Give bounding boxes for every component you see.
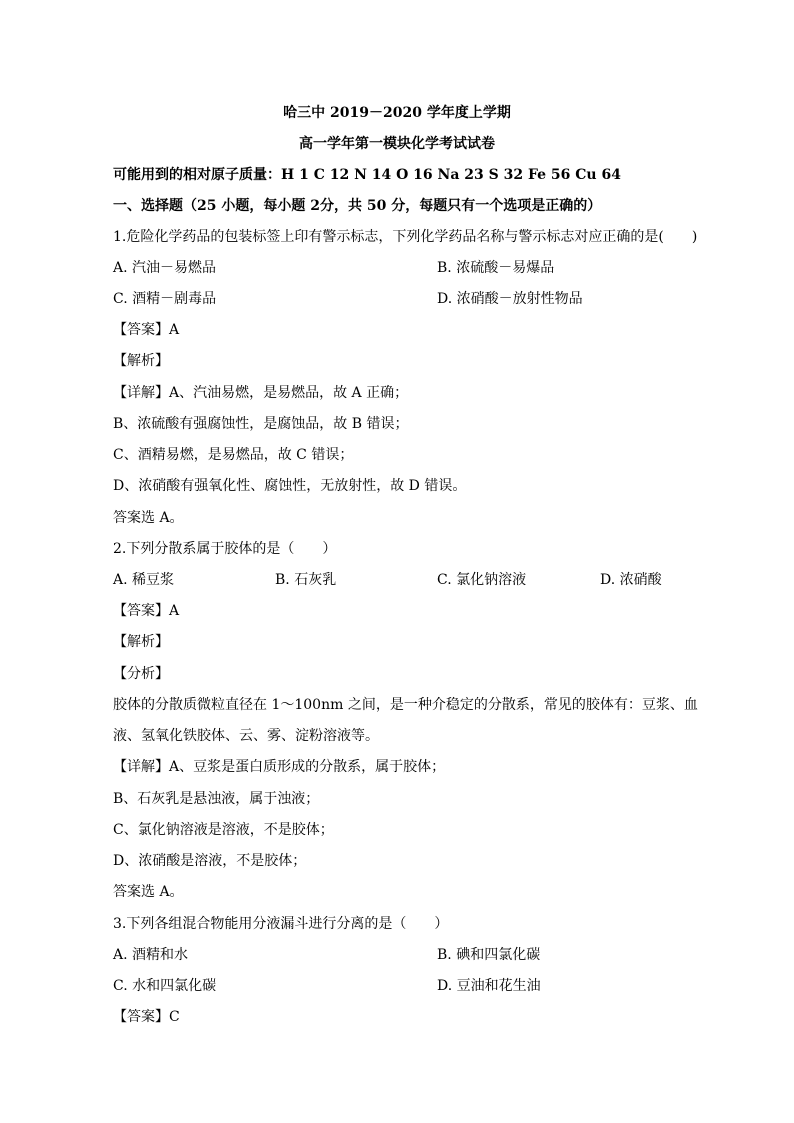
q2-detail-line: B、石灰乳是悬浊液，属于浊液； <box>113 791 320 807</box>
section-heading: 一、选择题（25 小题，每小题 2分，共 50 分，每题只有一个选项是正确的） <box>113 198 602 214</box>
q1-answer: 【答案】A <box>113 322 180 338</box>
q2-stem: 2.下列分散系属于胶体的是（ ） <box>113 541 337 557</box>
q2-detail-line: 【详解】A、豆浆是蛋白质形成的分散系，属于胶体； <box>113 759 446 775</box>
q2-detail-line: D、浓硝酸是溶液，不是胶体； <box>113 853 307 869</box>
exam-title: 哈三中 2019－2020 学年度上学期 <box>283 105 511 121</box>
q2-fenxi-label: 【分析】 <box>113 666 169 682</box>
q3-answer: 【答案】C <box>113 1009 180 1025</box>
q1-options-row-1 <box>113 259 713 277</box>
q3-stem: 3.下列各组混合物能用分液漏斗进行分离的是（ ） <box>113 916 449 932</box>
q2-fenxi-line: 液、氢氧化铁胶体、云、雾、淀粉溶液等。 <box>113 728 379 744</box>
q1-detail-line: D、浓硝酸有强氧化性、腐蚀性，无放射性，故 D 错误。 <box>113 478 467 494</box>
q3-option-d: D. 豆油和花生油 <box>437 978 541 994</box>
q1-detail-line: 【详解】A、汽油易燃，是易燃品，故 A 正确； <box>113 385 409 401</box>
q2-option-d: D. 浓硝酸 <box>600 572 662 588</box>
q2-analysis-label: 【解析】 <box>113 634 169 650</box>
q1-detail-line: B、浓硫酸有强腐蚀性，是腐蚀品，故 B 错误； <box>113 416 409 432</box>
q2-conclusion: 答案选 A。 <box>113 884 184 900</box>
q1-option-d: D. 浓硝酸－放射性物品 <box>437 291 583 307</box>
exam-subtitle: 高一学年第一模块化学考试试卷 <box>299 136 495 152</box>
q2-fenxi-line: 胶体的分散质微粒直径在 1～100nm 之间，是一种介稳定的分散系，常见的胶体有：豆浆、血 <box>113 697 698 713</box>
q2-option-b: B. 石灰乳 <box>275 572 337 588</box>
q3-option-c: C. 水和四氯化碳 <box>113 978 217 994</box>
q2-option-c: C. 氯化钠溶液 <box>437 572 527 588</box>
q1-option-a: A. 汽油－易燃品 <box>113 260 217 276</box>
atomic-masses: 可能用到的相对原子质量：H 1 C 12 N 14 O 16 Na 23 S 32 Fe 56 Cu 64 <box>113 167 621 183</box>
q3-options-row-2 <box>113 977 713 995</box>
q1-options-row-2 <box>113 290 713 308</box>
q3-option-a: A. 酒精和水 <box>113 947 189 963</box>
q2-options-row <box>113 571 713 589</box>
q3-option-b: B. 碘和四氯化碳 <box>437 947 541 963</box>
q1-stem: 1.危险化学药品的包装标签上印有警示标志，下列化学药品名称与警示标志对应正确的是( ) <box>113 229 698 245</box>
q1-detail-line: C、酒精易燃，是易燃品，故 C 错误； <box>113 447 354 463</box>
q2-answer: 【答案】A <box>113 603 180 619</box>
q1-analysis-label: 【解析】 <box>113 353 169 369</box>
q2-option-a: A. 稀豆浆 <box>113 572 175 588</box>
q3-options-row-1 <box>113 946 713 964</box>
q1-option-b: B. 浓硫酸－易爆品 <box>437 260 555 276</box>
q1-conclusion: 答案选 A。 <box>113 510 184 526</box>
q2-detail-line: C、氯化钠溶液是溶液，不是胶体； <box>113 822 334 838</box>
q1-option-c: C. 酒精－剧毒品 <box>113 291 217 307</box>
